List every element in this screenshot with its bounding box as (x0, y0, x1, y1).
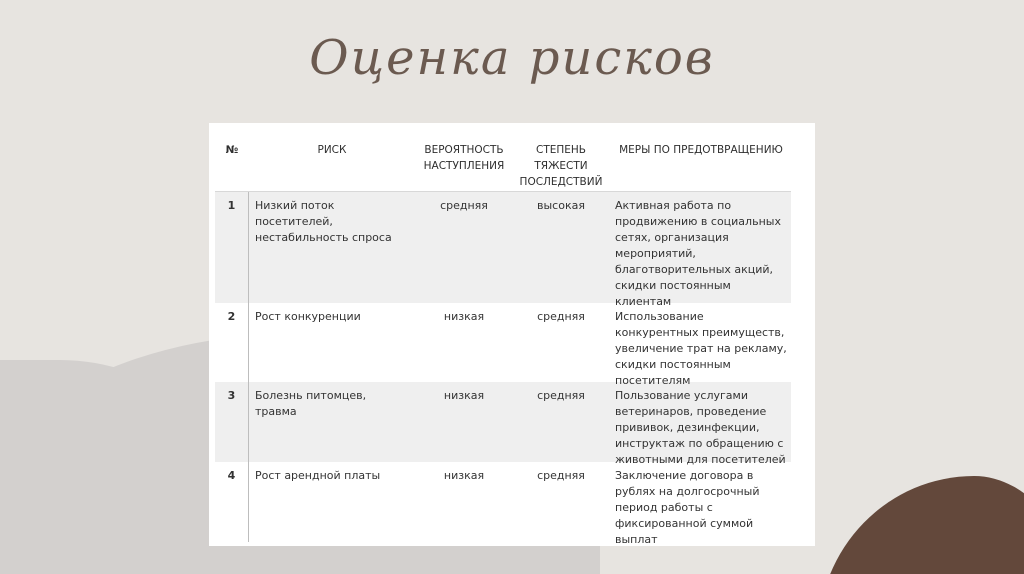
row-probability: низкая (443, 389, 485, 402)
row-num: 3 (215, 382, 249, 462)
row-num: 2 (215, 303, 249, 382)
table-row (215, 192, 791, 308)
table-row (215, 462, 791, 546)
background-shape-corner (818, 476, 1024, 574)
row-num: 4 (215, 462, 249, 542)
row-measures: Активная работа по продвижению в социальных сетях, организация мероприятий, благотворительных акций, скидки постоянным клиентам (615, 199, 781, 308)
table-row (215, 303, 791, 387)
risk-table (215, 129, 791, 546)
slide-title: Оценка рисков (309, 30, 715, 86)
row-probability: низкая (443, 469, 485, 482)
header-probability: ВЕРОЯТНОСТЬ НАСТУПЛЕНИЯ (423, 144, 505, 172)
risk-table-card (209, 123, 815, 546)
row-severity: средняя (537, 389, 585, 402)
row-risk: Рост конкуренции (255, 310, 361, 323)
header-risk: РИСК (317, 144, 347, 156)
table-row (215, 382, 791, 466)
row-severity: средняя (537, 310, 585, 323)
row-risk: Рост арендной платы (255, 469, 381, 482)
row-risk: Болезнь питомцев, травма (255, 389, 367, 418)
row-severity: высокая (537, 199, 585, 212)
header-measures: МЕРЫ ПО ПРЕДОТВРАЩЕНИЮ (619, 144, 783, 156)
header-num: № (225, 144, 239, 156)
row-probability: средняя (440, 199, 488, 212)
row-measures: Заключение договора в рублях на долгосрочный период работы с фиксированной суммой выплат (615, 469, 760, 546)
header-severity: СТЕПЕНЬ ТЯЖЕСТИ ПОСЛЕДСТВИЙ (519, 144, 603, 188)
row-measures: Использование конкурентных преимуществ, увеличение трат на рекламу, скидки постоянным посетителям (615, 310, 787, 387)
row-measures: Пользование услугами ветеринаров, проведение прививок, дезинфекции, инструктаж по обращению с животными для посетителей (615, 389, 786, 466)
row-num: 1 (215, 192, 249, 303)
row-probability: низкая (443, 310, 485, 323)
row-risk: Низкий поток посетителей, нестабильность спроса (255, 199, 392, 244)
table-header-row (215, 129, 791, 191)
row-severity: средняя (537, 469, 585, 482)
